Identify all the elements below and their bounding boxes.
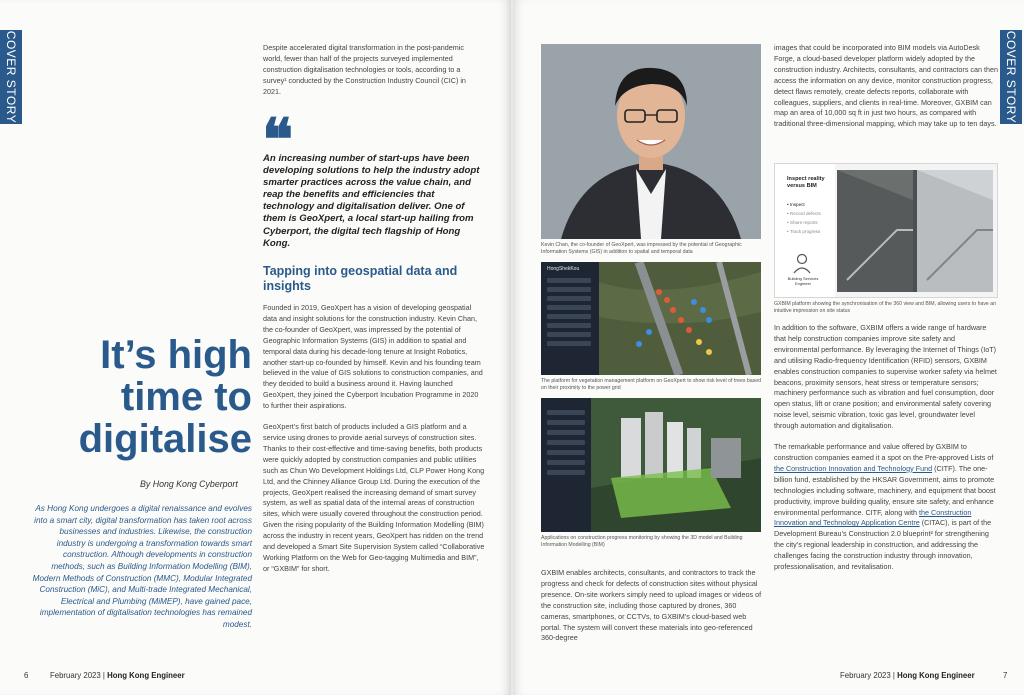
intro-paragraph xyxy=(263,43,481,108)
vegetation-map-screenshot xyxy=(541,262,761,375)
gxbim-intro-paragraph xyxy=(541,568,763,654)
bim-3d-model xyxy=(591,398,761,532)
body-paragraph: images that could be incorporated into BIM models via AutoDesk Forge, a cloud-based developer platform widely adopted by the construction industry. Architects, consultants, and contractors can then access the information on any device, monitor construction progress, detect flaws remotely, create defects reports, collaborate with colleagues, suppliers, and clients in real-time. Moreover, GXBIM can map an area of 10,000 sq ft in just two hours, as compared with traditional three-dimensional mapping, which may take up to ten days. xyxy=(774,43,998,129)
portrait-photo xyxy=(541,44,761,239)
map-sidebar xyxy=(541,262,599,375)
body-column-left xyxy=(263,303,485,585)
body-paragraph: Founded in 2019, GeoXpert has a vision of developing geospatial data and insight solutions for the construction industry. Kevin Chan, the co-founder of GeoXpert, was impressed by the potential of Geographic Information Systems (GIS) in addition to spatial and temporal data during his decade-long tenure at Insight Robotics, another start-up co-founded by himself. Kevin and his founding team believed in the value of GIS solutions to construction companies, and they decided to build a business around it. Having launched GeoXpert, they joined the Cyberport Incubation Programme in 2020 to further their aspirations. xyxy=(263,303,483,411)
map-app-name: HongShekKou xyxy=(547,266,580,272)
body-column-right xyxy=(774,323,998,583)
intro-text: Despite accelerated digital transformation in the post-pandemic world, fewer than half of the projects surveyed implemented construction digitalisation technologies or tools, according to a survey¹ conducted by the Construction Industry Council (CIC) in 2021. xyxy=(263,43,466,96)
citf-link[interactable]: the Construction Innovation and Technology Fund xyxy=(774,463,933,473)
pull-quote: An increasing number of start-ups have been developing solutions to help the industry adopt smarter practices across the value chain, and reap the benefits and efficiencies that technology and digitalisation deliver. One of them is GeoXpert, a local start-up hailing from Cyberport, the digital tech flagship of Hong Kong. xyxy=(263,153,480,249)
bim-sidebar xyxy=(541,398,591,532)
site-360-view xyxy=(837,170,993,292)
bim-caption: Applications on construction progress monitoring by showing the 3D model and Building Information Modelling (BIM) xyxy=(541,535,743,548)
aerial-map xyxy=(599,262,761,375)
body-paragraph: GXBIM enables architects, consultants, and contractors to track the progress and check for defects of construction sites without physical presence. On-site workers simply need to upload images or videos of the construction site, including those captured by drones, 360 cameras, smartphones, or CCTVs, to GXBIM’s cloud-based web portal. The system will convert these materials into geo-referenced 360-degree xyxy=(541,568,762,643)
title-line: digitalise xyxy=(78,417,252,461)
portrait-caption: Kevin Chan, the co-founder of GeoXpert, was impressed by the potential of Geographic Information Systems (GIS) in addition to spatial and temporal data xyxy=(541,242,742,255)
body-paragraph: GeoXpert’s first batch of products included a GIS platform and a service using drones to provide aerial surveys of construction sites. Thanks to their cost-effective and time-saving benefits, both products were quickly adopted by construction companies and public utilities such as Chun Wo Development Holdings Ltd, CLP Power Hong Kong Ltd, and the Chinney Alliance Group Ltd. During the execution of the projects, GeoXpert realised the increasing demand of smart survey system, as well as spatial data of the internal areas of construction sites, which were usually covered throughout the construction period. Given the rising popularity of the Building Information Modelling (BIM) across the industry in recent years, GeoXpert has ridden on the trend and developed a Smart Site Supervision System called “Collaborative Working Platform on the Web for Geo-tagging Multimedia and BIM”, or “GXBIM” for short. xyxy=(263,422,485,573)
page-number: 7 xyxy=(1003,671,1008,680)
title-line: time to xyxy=(120,375,252,419)
platform-menu-item[interactable]: • Inspect xyxy=(787,202,805,207)
standfirst: As Hong Kong undergoes a digital renaissance and evolves into a smart city, digital transformation has taken root across businesses and industries. Likewise, the construction industry is undergoing a transformation towards smart construction. Although developments in construction methods, such as Building Information Modelling (BIM), Modern Methods of Construction (MMC), Modular Integrated Construction (MiC), and Multi-trade Integrated Mechanical, Electrical and Plumbing (MiMEP), have gained pace, implementation of digitalisation technologies has remained modest. xyxy=(32,504,252,629)
user-icon xyxy=(791,252,813,274)
platform-menu-title: Inspect reality versus BIM xyxy=(787,176,825,189)
gxbim-mapping-paragraph xyxy=(774,43,998,140)
platform-role-label: Building Services Engineer xyxy=(787,276,819,286)
platform-menu-item[interactable]: • Track progress xyxy=(787,229,821,234)
section-heading: Tapping into geospatial data and insights xyxy=(263,264,458,293)
map-caption: The platform for vegetation management platform on GeoXpert to show risk level of trees based on their proximity to the power grid xyxy=(541,378,762,391)
footer-magazine: Hong Kong Engineer xyxy=(107,671,185,680)
footer-date: February 2023 xyxy=(50,671,101,680)
page-number: 6 xyxy=(24,671,29,680)
portrait-illustration xyxy=(541,44,761,239)
bim-progress-screenshot xyxy=(541,398,761,532)
cover-story-tab xyxy=(0,30,22,124)
screen-caption: GXBIM platform showing the synchronisation of the 360 view and BIM, allowing users to have an intuitive impression on site status xyxy=(774,301,997,314)
cover-story-tab xyxy=(1000,30,1022,124)
platform-menu-list xyxy=(787,200,821,236)
footer-date: February 2023 xyxy=(840,671,891,680)
footer: February 2023 | Hong Kong Engineer xyxy=(50,671,185,680)
body-paragraph: The remarkable performance and value offered by GXBIM to construction companies earned it a spot on the Pre-approved Lists of the Construction Innovation and Technology Fund (CITF). The one-billion fund, established by the HKSAR Government, aims to promote technologies including software, machinery, and equipment that boost productivity, improve building quality, ensure site safety, and enhance environmental performance. CITF, along with the Construction Innovation and Technology Application Centre (CITAC), is part of the Development Bureau’s Construction 2.0 blueprint² for strengthening the city’s regional leadership in construction, and addressing the challenges facing the construction industry through innovation, professionalisation, and revitalisation. xyxy=(774,442,996,572)
citac-link[interactable]: the Construction Innovation and Technology Application Centre xyxy=(774,507,972,528)
gxbim-platform-screenshot xyxy=(774,163,998,298)
platform-menu-item[interactable]: • Share reports xyxy=(787,220,818,225)
right-page xyxy=(513,0,1024,695)
byline: By Hong Kong Cyberport xyxy=(140,479,238,489)
quote-mark-icon: ❝ xyxy=(262,108,294,173)
cover-story-tab-label: COVER STORY xyxy=(1004,30,1018,124)
platform-menu-item[interactable]: • Record defects xyxy=(787,211,821,216)
left-page xyxy=(0,0,511,695)
platform-menu xyxy=(775,164,835,298)
body-paragraph: In addition to the software, GXBIM offers a wide range of hardware that help construction companies improve site safety and environmental performance. By leveraging the Internet of Things (IoT) and utilising Radio-frequency Identification (RFID) sensors, GXBIM enables construction companies to supervise worker safety via helmet beacons, proximity sensors, heat stress or temperature sensors; machinery performance such as vibration and fuel consumption, door open status, lift or crane position; and environmental safety covering noise level, seismic vibration, toxic gas level, groundwater level through automation and digitalisation. xyxy=(774,323,997,431)
title-line: It’s high xyxy=(100,333,252,377)
cover-story-tab-label: COVER STORY xyxy=(4,30,18,124)
footer: February 2023 | Hong Kong Engineer xyxy=(840,671,975,680)
footer-magazine: Hong Kong Engineer xyxy=(897,671,975,680)
article-title xyxy=(20,334,252,460)
